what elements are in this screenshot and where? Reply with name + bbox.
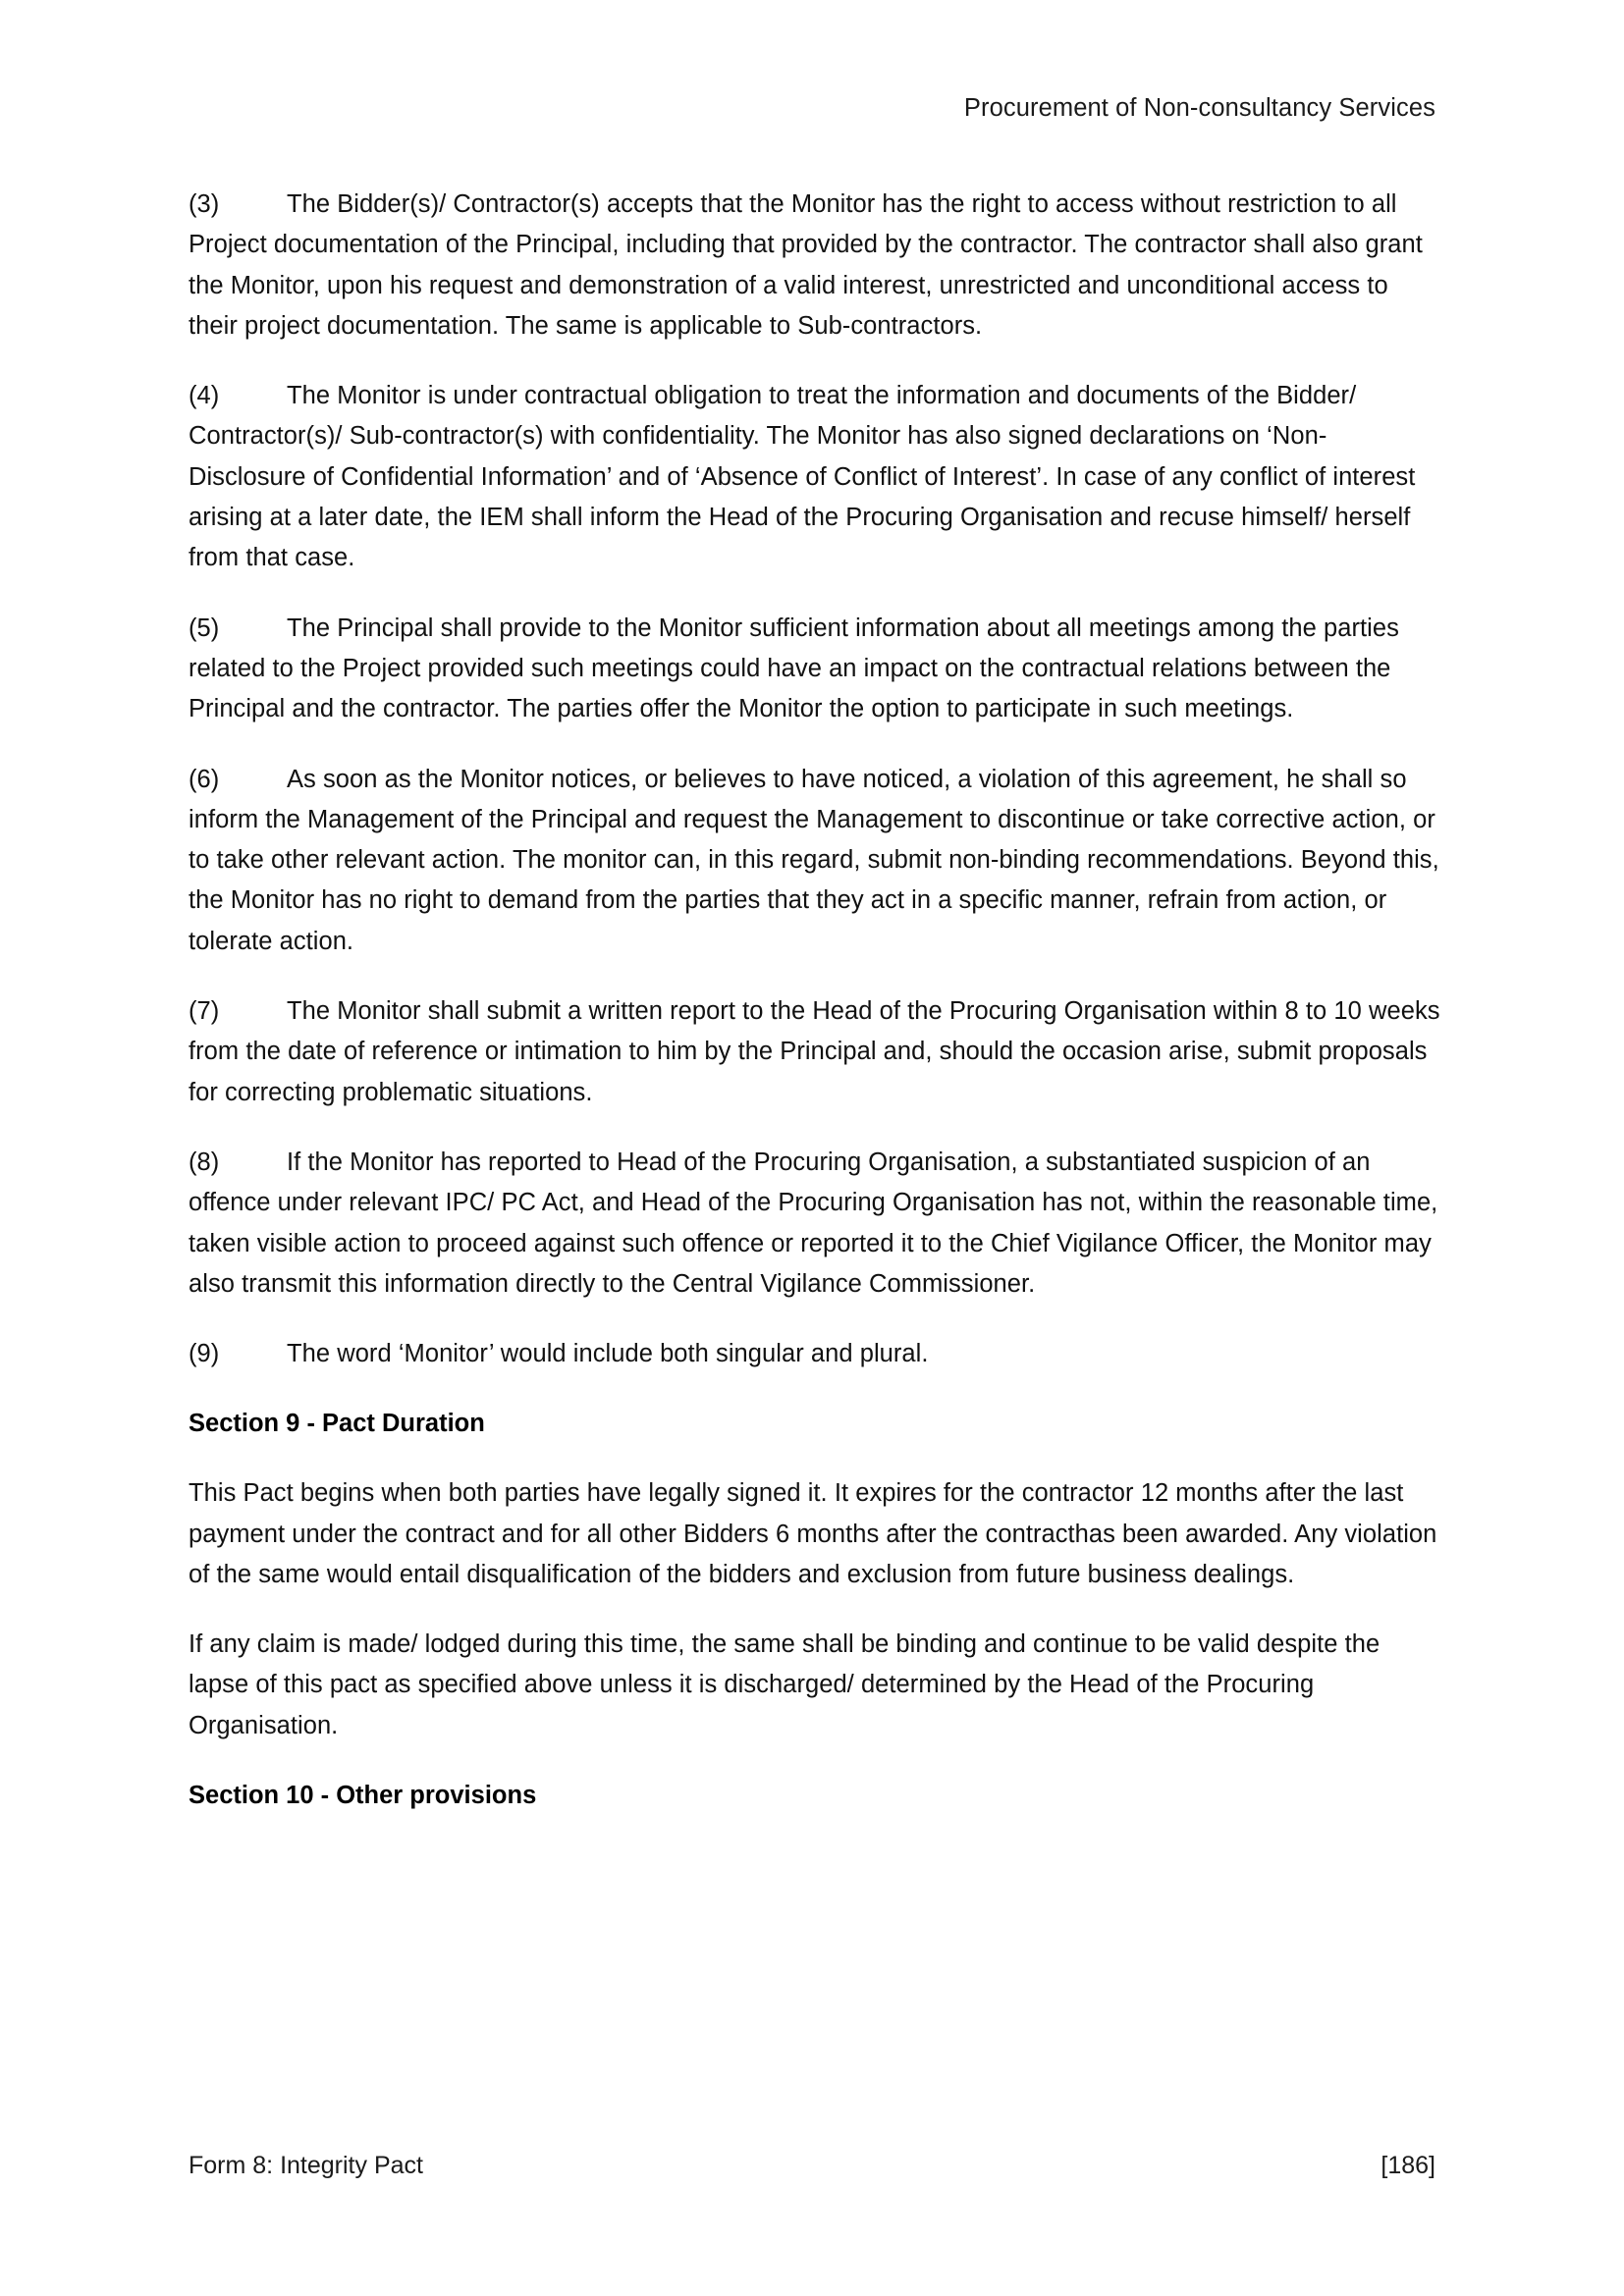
paragraph-number: (4) xyxy=(189,382,220,410)
paragraph-text: The word ‘Monitor’ would include both singular and plural. xyxy=(287,1340,929,1368)
numbered-paragraph-5 xyxy=(189,609,1441,730)
numbered-paragraph-3 xyxy=(189,185,1441,347)
document-body xyxy=(189,185,1441,1845)
paragraph-number: (7) xyxy=(189,997,220,1026)
numbered-paragraph-9 xyxy=(189,1334,1441,1374)
numbered-paragraph-6 xyxy=(189,760,1441,962)
paragraph-text: The Monitor is under contractual obligation to treat the information and documents of the Bidder/ Contractor(s)/ Sub-contractor(s) with confidentiality. The Monitor has also signed declarations on ‘Non-Disclosure of Confidential Information’ and of ‘Absence of Conflict of Interest’. In case of any conflict of interest arising at a later date, the IEM shall inform the Head of the Procuring Organisation and recuse himself/ herself from that case. xyxy=(189,382,1416,572)
paragraph-number: (3) xyxy=(189,190,220,218)
section-9-paragraph-1: This Pact begins when both parties have legally signed it. It expires for the contractor 12 months after the last payment under the contract and for all other Bidders 6 months after the contracthas been awarded. Any violation of the same would entail disqualification of the bidders and exclusion from future business dealings. xyxy=(189,1479,1437,1588)
page-footer xyxy=(189,2152,1435,2180)
paragraph-text: As soon as the Monitor notices, or believes to have noticed, a violation of this agreement, he shall so inform the Management of the Principal and request the Management to discontinue or take corrective action, or to take other relevant action. The monitor can, in this regard, submit non-binding recommendations. Beyond this, the Monitor has no right to demand from the parties that they act in a specific manner, refrain from action, or tolerate action. xyxy=(189,765,1439,955)
numbered-paragraph-8 xyxy=(189,1143,1441,1305)
paragraph-number: (6) xyxy=(189,765,220,793)
paragraph-text: The Principal shall provide to the Monitor sufficient information about all meetings among the parties related to the Project provided such meetings could have an impact on the contractual relations between the Principal and the contractor. The parties offer the Monitor the option to participate in such meetings. xyxy=(189,614,1399,723)
paragraph-text: The Monitor shall submit a written report to the Head of the Procuring Organisation within 8 to 10 weeks from the date of reference or intimation to him by the Principal and, should the occasion arise, submit proposals for correcting problematic situations. xyxy=(189,997,1440,1106)
paragraph-text: The Bidder(s)/ Contractor(s) accepts that the Monitor has the right to access without restriction to all Project documentation of the Principal, including that provided by the contractor. The contractor shall also grant the Monitor, upon his request and demonstration of a valid interest, unrestricted and unconditional access to their project documentation. The same is applicable to Sub-contractors. xyxy=(189,190,1423,340)
footer-page-number: [186] xyxy=(1380,2152,1435,2179)
numbered-paragraph-4 xyxy=(189,376,1441,578)
paragraph-number: (9) xyxy=(189,1340,220,1368)
numbered-paragraph-7 xyxy=(189,991,1441,1113)
section-10-heading: Section 10 - Other provisions xyxy=(189,1782,537,1809)
section-9-heading: Section 9 - Pact Duration xyxy=(189,1410,485,1438)
section-9-paragraph-2: If any claim is made/ lodged during this time, the same shall be binding and continue to be valid despite the lapse of this pact as specified above unless it is discharged/ determined by the Head of the Procuring Organisation. xyxy=(189,1630,1380,1739)
paragraph-number: (8) xyxy=(189,1148,220,1176)
footer-form-label: Form 8: Integrity Pact xyxy=(189,2152,423,2179)
page-header xyxy=(189,94,1435,123)
paragraph-number: (5) xyxy=(189,614,220,642)
paragraph-text: If the Monitor has reported to Head of the Procuring Organisation, a substantiated suspicion of an offence under relevant IPC/ PC Act, and Head of the Procuring Organisation has not, within the reasonable time, taken visible action to proceed against such offence or reported it to the Chief Vigilance Officer, the Monitor may also transmit this information directly to the Central Vigilance Commissioner. xyxy=(189,1148,1438,1298)
header-title: Procurement of Non-consultancy Services xyxy=(963,94,1435,122)
